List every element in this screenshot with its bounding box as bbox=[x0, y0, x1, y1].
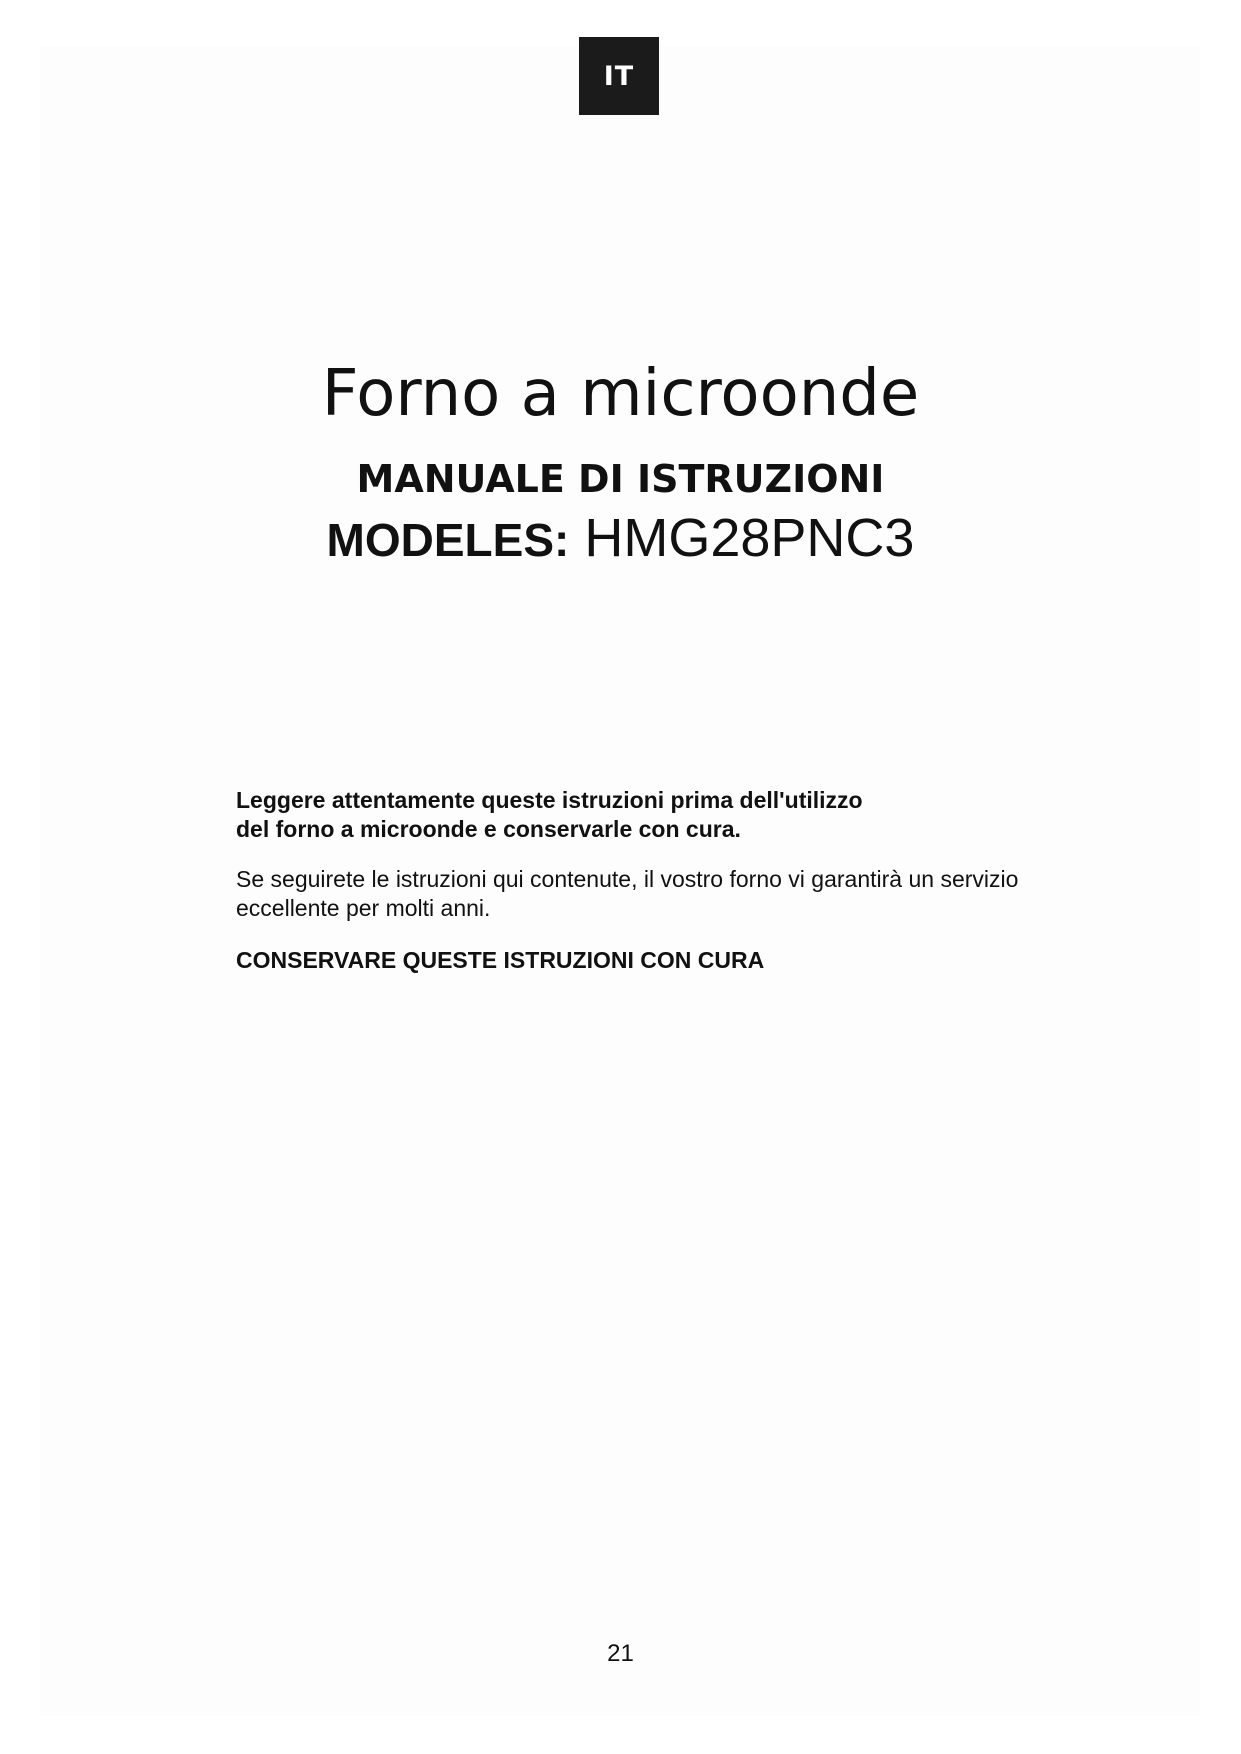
intro-warning-line-1: Leggere attentamente queste istruzioni prima dell'utilizzo bbox=[236, 787, 863, 813]
language-badge: IT bbox=[579, 37, 659, 115]
model-label: MODELES: bbox=[326, 514, 570, 566]
document-title: Forno a microonde bbox=[321, 357, 920, 431]
intro-paragraph bbox=[236, 865, 1096, 923]
model-value: HMG28PNC3 bbox=[584, 508, 915, 568]
keep-instructions-notice: CONSERVARE QUESTE ISTRUZIONI CON CURA bbox=[236, 947, 765, 973]
intro-warning bbox=[236, 786, 1096, 844]
intro-block bbox=[236, 786, 1096, 975]
document-subtitle: MANUALE DI ISTRUZIONI bbox=[356, 457, 885, 501]
intro-paragraph-line-1: Se seguirete le istruzioni qui contenute, il vostro forno vi garantirà un servizio bbox=[236, 866, 1019, 892]
model-line bbox=[0, 506, 1241, 572]
page-number: 21 bbox=[607, 1640, 634, 1667]
intro-paragraph-line-2: eccellente per molti anni. bbox=[236, 895, 491, 921]
intro-warning-line-2: del forno a microonde e conservarle con cura. bbox=[236, 816, 741, 842]
